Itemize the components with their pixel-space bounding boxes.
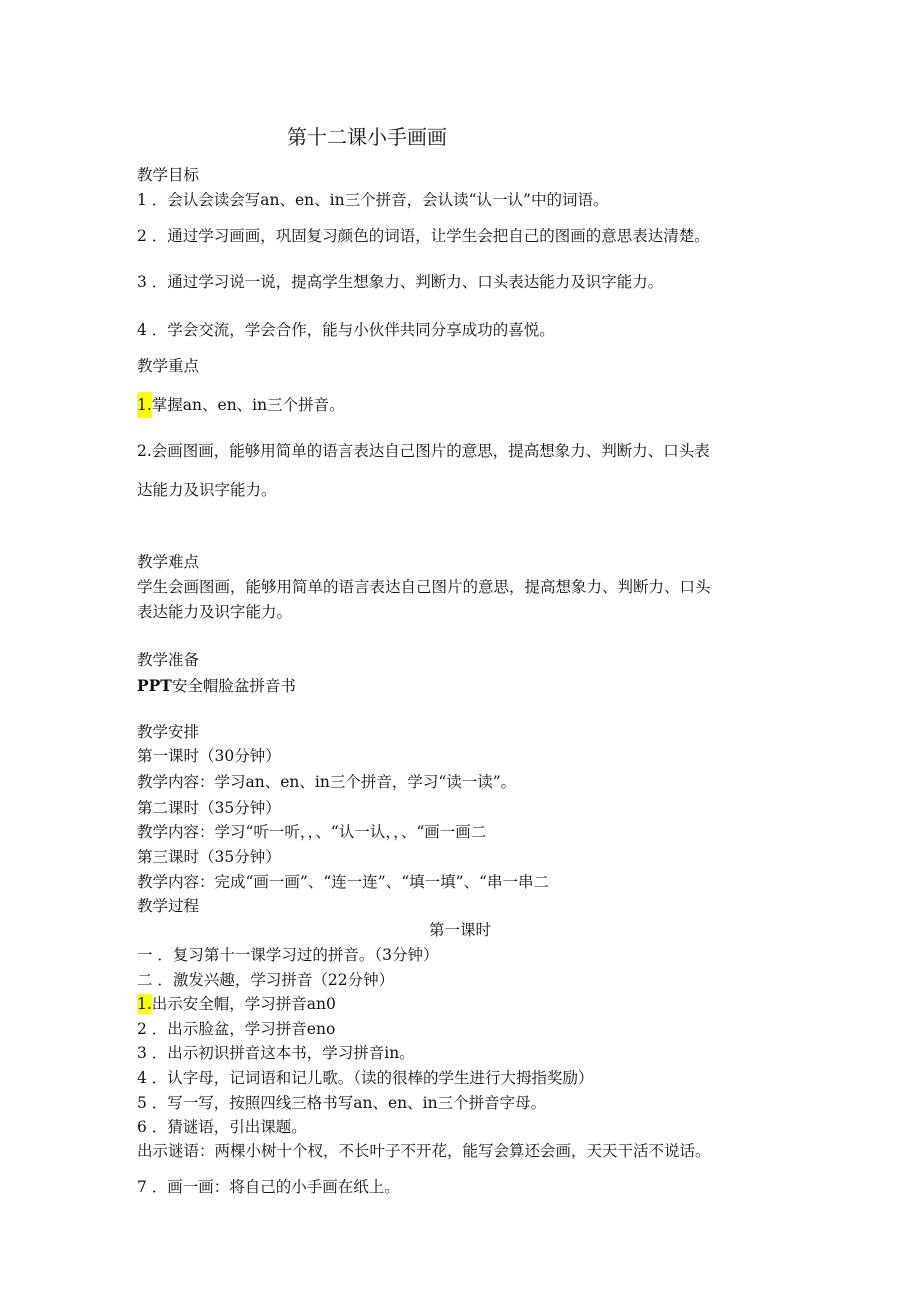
session-title: 第一课时 <box>428 921 491 939</box>
riddle-text: 出示谜语：两棵小树十个杈，不长叶子不开花，能写会算还会画，天天干活不说话。 <box>137 1142 711 1160</box>
process-step-7: 7 ．画一画：将自己的小手画在纸上。 <box>137 1178 400 1196</box>
goal-item-4: 4 ．学会交流，学会合作，能与小伙伴共同分享成功的喜悦。 <box>137 321 555 339</box>
schedule-line: 第三课时（35分钟） <box>137 848 281 866</box>
page-title: 第十二课小手画画 <box>287 125 447 149</box>
schedule-line: 第一课时（30分钟） <box>137 747 281 765</box>
goals-heading: 教学目标 <box>137 166 200 184</box>
key-points-heading: 教学重点 <box>137 357 200 375</box>
difficulty-line2: 表达能力及识字能力。 <box>137 603 293 621</box>
schedule-line: 教学内容：学习“听一听，，、“认一认，，、“画一画二 <box>137 823 487 841</box>
process-section-1: 一 ．复习第十一课学习过的拼音。（3分钟） <box>137 946 439 964</box>
highlight-marker: 1. <box>137 995 152 1013</box>
process-step-1-text: 出示安全帽，学习拼音an0 <box>151 995 336 1013</box>
process-heading: 教学过程 <box>137 897 200 915</box>
key-point-2-line2: 达能力及识字能力。 <box>137 481 277 499</box>
key-point-1 <box>137 392 345 418</box>
schedule-heading: 教学安排 <box>137 723 200 741</box>
goal-item-3: 3 ．通过学习说一说，提高学生想象力、判断力、口头表达能力及识字能力。 <box>137 273 664 291</box>
process-step: 5 ．写一写，按照四线三格书写an、en、in三个拼音字母。 <box>137 1094 547 1112</box>
key-point-2-line1: 2.会画图画，能够用简单的语言表达自己图片的意思，提高想象力、判断力、口头表 <box>137 442 710 460</box>
prep-items: 安全帽脸盆拼音书 <box>171 677 296 695</box>
goal-item-2: 2 ．通过学习画画，巩固复习颜色的词语，让学生会把自己的图画的意思表达清楚。 <box>137 227 710 245</box>
schedule-line: 教学内容：完成“画一画”、“连一连”、“填一填”、“串一串二 <box>137 873 549 891</box>
prep-ppt: PPT <box>137 676 172 695</box>
process-step-1 <box>137 994 336 1014</box>
process-section-2: 二 ．激发兴趣，学习拼音（22分钟） <box>137 971 395 989</box>
process-step: 6 ．猜谜语，引出课题。 <box>137 1118 307 1136</box>
difficulty-heading: 教学难点 <box>137 553 200 571</box>
process-step: 3 ．出示初识拼音这本书，学习拼音in。 <box>137 1044 415 1062</box>
highlight-marker: 1. <box>137 392 152 418</box>
schedule-line: 教学内容：学习an、en、in三个拼音，学习“读一读”。 <box>137 773 517 791</box>
process-step: 4 ．认字母，记词语和记儿歌。（读的很棒的学生进行大拇指奖励） <box>137 1069 594 1087</box>
goal-item-1: 1 ．会认会读会写an、en、in三个拼音，会认读“认一认”中的词语。 <box>137 191 609 209</box>
prep-heading: 教学准备 <box>137 651 200 669</box>
key-point-1-text: 掌握an、en、in三个拼音。 <box>151 396 345 414</box>
prep-materials <box>137 676 296 696</box>
schedule-line: 第二课时（35分钟） <box>137 799 281 817</box>
process-step: 2 ．出示脸盆，学习拼音eno <box>137 1020 336 1038</box>
difficulty-line1: 学生会画图画，能够用简单的语言表达自己图片的意思，提高想象力、判断力、口头 <box>137 578 711 596</box>
